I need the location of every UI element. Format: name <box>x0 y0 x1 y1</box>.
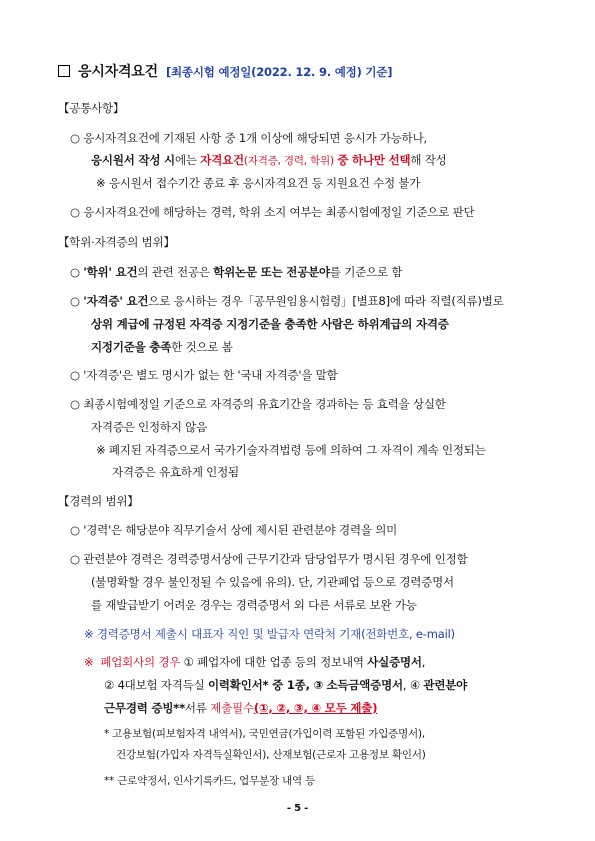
degree-header: 【학위·자격증의 범위】 <box>58 235 175 249</box>
career-l8d: (①, ②, ③, ④ 모두 제출) <box>253 701 378 715</box>
career-line-5: ※ 경력증명서 제출시 대표자 직인 및 발급자 연락처 기재(전화번호, e-mail) <box>84 627 455 641</box>
career-note-3: ** 근로약정서, 인사기록카드, 업무분장 내역 등 <box>104 775 316 787</box>
degree-l4a: 지정기준을 충족 <box>91 340 172 354</box>
career-l6a: ※ <box>84 655 94 669</box>
degree-l1d: 학위논문 또는 전공분야 <box>213 265 330 279</box>
career-line-3: (불명확할 경우 불인정될 수 있음에 유의). 단, 기관폐업 등으로 경력증명서 <box>91 575 454 589</box>
career-l6b: 폐업회사의 경우 <box>100 655 181 669</box>
degree-l1b: '학위' 요건 <box>83 265 138 279</box>
common-l2a: 응시원서 작성 시 <box>91 153 175 167</box>
degree-line-6: ○ 최종시험예정일 기준으로 자격증의 유효기간을 경과하는 등 효력을 상실한 <box>70 397 446 411</box>
degree-line-3: 상위 계급에 규정된 자격증 지정기준을 충족한 사람은 하위계급의 자격증 <box>91 317 449 331</box>
degree-line-4 <box>91 339 233 355</box>
degree-line-8: ※ 폐지된 자격증으로서 국가기술자격법령 등에 의하여 그 자격이 계속 인정되는 <box>96 443 486 457</box>
degree-l1a: ○ <box>70 265 84 279</box>
degree-l4b: 한 것으로 봄 <box>171 340 233 354</box>
career-line-1: ○ '경력'은 해당분야 직무기술서 상에 제시된 관련분야 경력을 의미 <box>70 523 398 537</box>
career-l7b: 이력확인서* 중 1종 <box>207 678 306 692</box>
career-l7e: , ④ <box>402 678 420 692</box>
section-title <box>58 64 392 80</box>
career-l6c: ① 폐업자에 대한 업종 등의 정보내역 <box>183 655 364 669</box>
career-note-1: * 고용보험(피보험자격 내역서), 국민연금(가입이력 포함된 가입증명서), <box>104 728 426 740</box>
career-l7c: , ③ <box>305 678 324 692</box>
career-l7d: 소득금액증명서 <box>326 678 403 692</box>
degree-l1e: 를 기준으로 함 <box>329 265 403 279</box>
degree-l2c: 으로 응시하는 경우「공무원임용시험령」[별표8]에 따라 직렬(직류)별로 <box>148 294 504 308</box>
career-l6e: , <box>421 655 426 669</box>
career-line-8 <box>104 700 377 716</box>
common-l2e: 중 하나만 선택 <box>337 153 411 167</box>
common-line-2 <box>91 152 447 169</box>
degree-line-1 <box>70 264 402 280</box>
career-line-2: ○ 관련분야 경력은 경력증명서상에 근무기간과 담당업무가 명시된 경우에 인정함 <box>70 552 468 566</box>
checkbox-square-icon <box>58 65 70 77</box>
degree-line-9: 자격증은 유효하게 인정됨 <box>112 465 239 479</box>
title-sub: [최종시험 예정일(2022. 12. 9. 예정) 기준] <box>165 65 393 79</box>
common-line-3: ※ 응시원서 접수기간 종료 후 응시자격요건 등 지원요건 수정 불가 <box>96 176 421 190</box>
career-note-2: 건강보험(가입자 자격득실확인서), 산재보험(근로자 고용정보 확인서) <box>116 749 426 761</box>
common-header: 【공통사항】 <box>58 101 125 115</box>
career-line-4: 를 재발급받기 어려운 경우는 경력증명서 외 다른 서류로 보완 가능 <box>91 598 417 612</box>
common-l2d: (자격증, 경력, 학위) <box>243 155 334 167</box>
common-line-4: ○ 응시자격요건에 해당하는 경력, 학위 소지 여부는 최종시험예정일 기준으로 판단 <box>70 205 475 219</box>
career-l7f: 관련분야 <box>423 678 468 692</box>
common-l2c: 자격요건 <box>200 153 244 167</box>
career-header: 【경력의 범위】 <box>58 494 139 508</box>
degree-line-5: ○ '자격증'은 별도 명시가 없는 한 '국내 자격증'을 말함 <box>70 368 338 382</box>
career-line-7 <box>104 677 467 693</box>
page-number: - 5 - <box>286 803 309 814</box>
degree-l2a: ○ <box>70 294 84 308</box>
degree-line-7: 자격증은 인정하지 않음 <box>91 420 207 434</box>
common-l2f: 해 작성 <box>410 153 447 167</box>
degree-line-2 <box>70 293 504 309</box>
career-l8a: 근무경력 증빙** <box>104 701 185 715</box>
degree-l2b: '자격증' 요건 <box>83 294 149 308</box>
career-l8c: 제출필수 <box>210 701 254 715</box>
degree-l1c: 의 관련 전공은 <box>137 265 214 279</box>
career-line-6 <box>84 654 425 670</box>
title-main: 응시자격요건 <box>78 64 158 80</box>
career-l8b: 서류 <box>184 701 207 715</box>
common-l2b: 에는 <box>174 153 197 167</box>
career-l6d: 사실증명서 <box>367 655 422 669</box>
common-line-1: ○ 응시자격요건에 기재된 사항 중 1개 이상에 해당되면 응시가 가능하나, <box>70 131 427 145</box>
career-l7a: ② 4대보험 자격득실 <box>104 678 205 692</box>
